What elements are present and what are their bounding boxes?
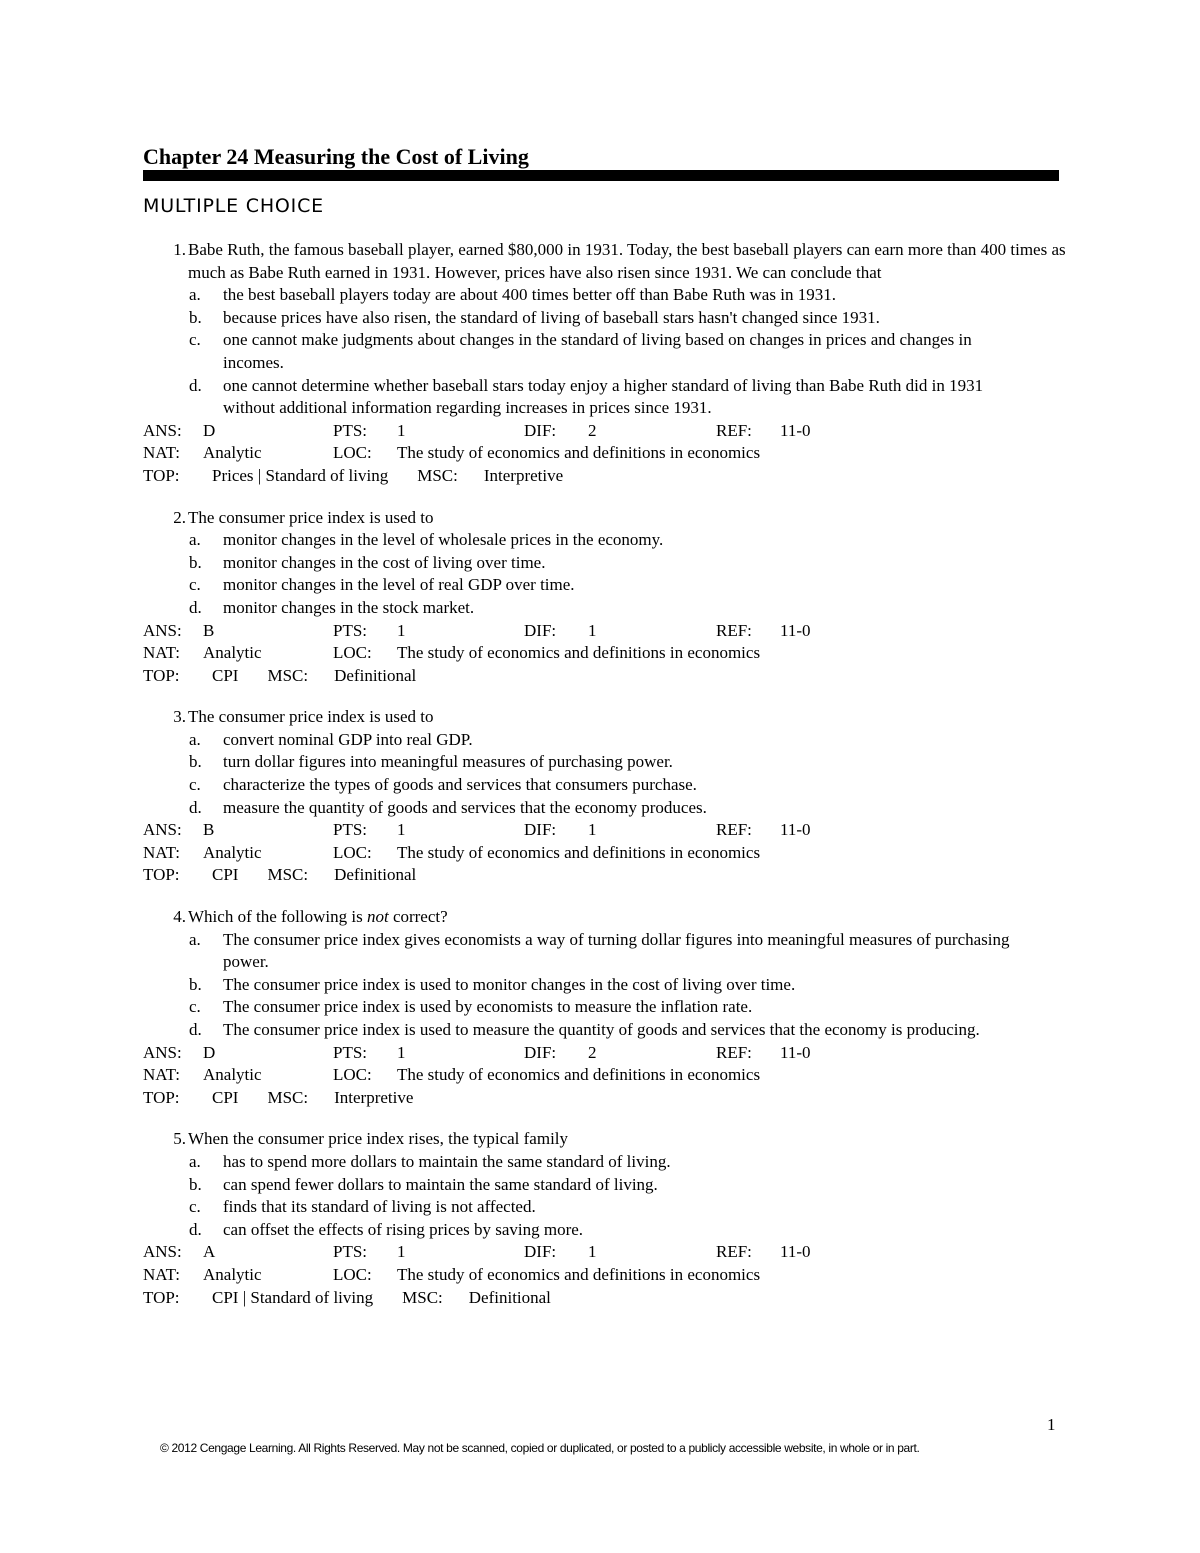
msc-label: MSC:: [417, 465, 458, 485]
dif-value: 2: [588, 1042, 597, 1062]
ref-label: REF:: [716, 1042, 752, 1062]
question-stem: [187, 1128, 1073, 1151]
choice-text: monitor changes in the level of wholesale prices in the economy.: [223, 530, 664, 550]
loc-value: The study of economics and definitions in economics: [397, 643, 761, 663]
choice-text: can offset the effects of rising prices by saving more.: [223, 1219, 584, 1239]
question-stem-text-end: correct?: [388, 907, 448, 927]
top-label: TOP:: [143, 1087, 180, 1107]
ans-value: B: [203, 820, 215, 840]
choice-text: convert nominal GDP into real GDP.: [223, 729, 473, 749]
answer-choice: [143, 774, 1073, 797]
dif-label: DIF:: [524, 420, 557, 440]
choice-text: The consumer price index is used by economists to measure the inflation rate.: [223, 997, 753, 1017]
choice-letter: a.: [189, 530, 201, 550]
question-list: [143, 239, 1073, 1328]
nat-label: NAT:: [143, 1264, 180, 1284]
loc-label: LOC:: [333, 643, 372, 663]
choice-letter: d.: [189, 1020, 202, 1039]
question-item: [143, 706, 1073, 887]
dif-label: DIF:: [524, 1042, 557, 1062]
loc-value: The study of economics and definitions in economics: [397, 1264, 761, 1284]
question-stem: [187, 239, 1073, 284]
page-number: 1: [1047, 1415, 1056, 1434]
answer-choice: [143, 1019, 1073, 1042]
question-stem-text: Babe Ruth, the famous baseball player, earned $80,000 in 1931. Today, the best baseball players can earn more than 400 times as much as Babe Ruth earned in 1931. However, prices have also risen since 1931. We can conclude that: [188, 240, 1066, 282]
ref-value: 11-0: [780, 1042, 811, 1062]
topic-meta-row: [143, 465, 1073, 488]
pts-value: 1: [397, 820, 406, 840]
choice-letter: d.: [189, 375, 202, 395]
question-stem-text: When the consumer price index rises, the typical family: [188, 1129, 569, 1149]
copyright-footer: © 2012 Cengage Learning. All Rights Reserved. May not be scanned, copied or duplicated, or posted to a publicly accessible website, in whole or in part.: [160, 1441, 920, 1455]
standards-meta-row: [143, 1264, 1073, 1287]
answer-choice: [143, 929, 1073, 974]
ref-label: REF:: [716, 1242, 752, 1262]
nat-label: NAT:: [143, 443, 180, 463]
choice-letter: d.: [189, 597, 202, 617]
loc-label: LOC:: [333, 842, 372, 862]
pts-label: PTS:: [333, 420, 368, 440]
ans-value: D: [203, 420, 216, 440]
pts-label: PTS:: [333, 820, 368, 840]
choice-text: can spend fewer dollars to maintain the same standard of living.: [223, 1174, 658, 1194]
loc-value: The study of economics and definitions in economics: [397, 443, 761, 463]
ref-value: 11-0: [780, 620, 811, 640]
answer-meta-row: [143, 1042, 1073, 1065]
msc-label: MSC:: [402, 1287, 443, 1307]
msc-value: Definitional: [334, 665, 417, 685]
nat-value: Analytic: [203, 643, 262, 663]
dif-value: 1: [588, 620, 597, 640]
answer-choice: [143, 329, 1073, 374]
topic-meta-row: [143, 665, 1073, 688]
top-value: CPI | Standard of living: [212, 1287, 374, 1307]
topic-meta-row: [143, 864, 1073, 887]
top-value: CPI: [212, 1087, 239, 1107]
choice-letter: c.: [189, 575, 201, 595]
nat-value: Analytic: [203, 1264, 262, 1284]
question-stem-text: The consumer price index is used to: [188, 707, 434, 727]
ans-label: ANS:: [143, 1242, 182, 1262]
question-item: [143, 906, 1073, 1109]
answer-choice: [143, 797, 1073, 820]
question-number: 3.: [173, 707, 186, 727]
ref-label: REF:: [716, 820, 752, 840]
pts-label: PTS:: [333, 1242, 368, 1262]
msc-label: MSC:: [267, 1087, 309, 1107]
choice-text: monitor changes in the level of real GDP over time.: [223, 575, 575, 595]
choice-letter: c.: [189, 330, 201, 350]
topic-meta-row: [143, 1287, 1073, 1310]
standards-meta-row: [143, 842, 1073, 865]
top-label: TOP:: [143, 865, 180, 885]
nat-label: NAT:: [143, 643, 180, 663]
standards-meta-row: [143, 642, 1073, 665]
top-label: TOP:: [143, 465, 180, 485]
choice-letter: b.: [189, 752, 202, 772]
question-stem-text: The consumer price index is used to: [188, 507, 434, 527]
answer-choice: [143, 751, 1073, 774]
choice-text: The consumer price index gives economists a way of turning dollar figures into meaningful measures of purchasing power.: [223, 929, 1010, 972]
choice-text: the best baseball players today are about 400 times better off than Babe Ruth was in 1931.: [223, 285, 836, 305]
ans-value: A: [203, 1242, 216, 1262]
dif-value: 1: [588, 1242, 597, 1262]
msc-value: Definitional: [468, 1287, 551, 1307]
choice-text: because prices have also risen, the standard of living of baseball stars hasn't changed since 1931.: [223, 307, 880, 327]
question-number: 2.: [173, 507, 186, 527]
answer-meta-row: [143, 1241, 1073, 1264]
ans-label: ANS:: [143, 1042, 182, 1062]
ref-value: 11-0: [780, 420, 811, 440]
choice-text: one cannot determine whether baseball stars today enjoy a higher standard of living than Babe Ruth did in 1931 without additional information regarding increases in prices since 1931.: [223, 375, 984, 418]
ans-value: D: [203, 1042, 216, 1062]
choice-letter: b.: [189, 552, 202, 572]
answer-choice: [143, 996, 1073, 1019]
answer-choice: [143, 307, 1073, 330]
top-value: CPI: [212, 865, 239, 885]
answer-meta-row: [143, 420, 1073, 443]
question-item: [143, 507, 1073, 688]
question-number: 4.: [173, 907, 186, 927]
answer-choice: [143, 574, 1073, 597]
answer-choice: [143, 529, 1073, 552]
answer-choice: [143, 284, 1073, 307]
dif-value: 1: [588, 820, 597, 840]
choice-letter: c.: [189, 997, 201, 1017]
answer-choice: [143, 1219, 1073, 1242]
dif-value: 2: [588, 420, 597, 440]
choice-text: one cannot make judgments about changes in the standard of living based on changes in prices and changes in incomes.: [223, 330, 972, 372]
pts-value: 1: [397, 420, 406, 440]
choice-letter: a.: [189, 729, 201, 749]
question-stem-text: Which of the following is: [188, 907, 367, 927]
loc-label: LOC:: [333, 1264, 372, 1284]
pts-label: PTS:: [333, 620, 368, 640]
choice-letter: d.: [189, 1219, 202, 1239]
ref-value: 11-0: [780, 1242, 811, 1262]
loc-label: LOC:: [333, 1065, 372, 1085]
choice-text: measure the quantity of goods and services that the economy produces.: [223, 797, 707, 817]
choice-text: has to spend more dollars to maintain the same standard of living.: [223, 1151, 671, 1171]
question-stem-row: [143, 507, 1073, 530]
ans-value: B: [203, 620, 215, 640]
top-label: TOP:: [143, 1287, 180, 1307]
loc-value: The study of economics and definitions in economics: [397, 1065, 761, 1085]
answer-choice: [143, 974, 1073, 997]
msc-label: MSC:: [267, 865, 309, 885]
answer-choice: [143, 729, 1073, 752]
answer-choice: [143, 1196, 1073, 1219]
chapter-title: Chapter 24 Measuring the Cost of Living: [143, 144, 529, 169]
choice-letter: c.: [189, 775, 201, 795]
answer-choice: [143, 1151, 1073, 1174]
nat-label: NAT:: [143, 842, 180, 862]
question-stem-emphasis: not: [366, 907, 389, 927]
choice-letter: c.: [189, 1197, 201, 1217]
msc-value: Interpretive: [483, 465, 564, 485]
question-stem-row: [143, 706, 1073, 729]
msc-label: MSC:: [267, 665, 309, 685]
choice-letter: b.: [189, 1174, 202, 1194]
choice-text: The consumer price index is used to measure the quantity of goods and services that the economy is producing.: [223, 1020, 980, 1039]
nat-label: NAT:: [143, 1065, 180, 1085]
choice-letter: a.: [189, 929, 201, 949]
msc-value: Definitional: [334, 865, 417, 885]
standards-meta-row: [143, 1064, 1073, 1087]
choice-letter: a.: [189, 1151, 201, 1171]
choice-text: monitor changes in the cost of living over time.: [223, 552, 546, 572]
loc-value: The study of economics and definitions in economics: [397, 842, 761, 862]
nat-value: Analytic: [203, 443, 262, 463]
ans-label: ANS:: [143, 820, 182, 840]
standards-meta-row: [143, 442, 1073, 465]
ref-value: 11-0: [780, 820, 811, 840]
question-stem-row: [143, 906, 1073, 929]
answer-choice: [143, 375, 1073, 420]
top-value: Prices | Standard of living: [212, 465, 389, 485]
choice-letter: d.: [189, 797, 202, 817]
question-stem: [187, 906, 1073, 929]
choice-text: monitor changes in the stock market.: [223, 597, 475, 617]
loc-label: LOC:: [333, 443, 372, 463]
question-stem: [187, 507, 1073, 530]
ans-label: ANS:: [143, 620, 182, 640]
pts-value: 1: [397, 1042, 406, 1062]
ans-label: ANS:: [143, 420, 182, 440]
question-number: 1.: [173, 240, 186, 259]
pts-value: 1: [397, 1242, 406, 1262]
topic-meta-row: [143, 1087, 1073, 1110]
question-stem-row: [143, 1128, 1073, 1151]
pts-label: PTS:: [333, 1042, 368, 1062]
msc-value: Interpretive: [334, 1087, 414, 1107]
title-rule: [143, 170, 1059, 181]
answer-meta-row: [143, 819, 1073, 842]
choice-letter: b.: [189, 307, 202, 327]
ref-label: REF:: [716, 620, 752, 640]
top-label: TOP:: [143, 665, 180, 685]
dif-label: DIF:: [524, 1242, 557, 1262]
nat-value: Analytic: [203, 842, 262, 862]
choice-text: turn dollar figures into meaningful measures of purchasing power.: [223, 752, 673, 772]
question-item: [143, 1128, 1073, 1309]
question-stem: [187, 706, 1073, 729]
dif-label: DIF:: [524, 620, 557, 640]
ref-label: REF:: [716, 420, 752, 440]
question-number: 5.: [173, 1129, 186, 1149]
nat-value: Analytic: [203, 1065, 262, 1085]
choice-letter: b.: [189, 974, 202, 994]
answer-meta-row: [143, 620, 1073, 643]
section-heading: MULTIPLE CHOICE: [143, 195, 324, 217]
question-stem-row: [143, 239, 1073, 284]
choice-text: The consumer price index is used to monitor changes in the cost of living over time.: [223, 974, 796, 994]
dif-label: DIF:: [524, 820, 557, 840]
choice-letter: a.: [189, 285, 201, 305]
pts-value: 1: [397, 620, 406, 640]
answer-choice: [143, 552, 1073, 575]
answer-choice: [143, 597, 1073, 620]
top-value: CPI: [212, 665, 239, 685]
choice-text: characterize the types of goods and services that consumers purchase.: [223, 775, 697, 795]
answer-choice: [143, 1174, 1073, 1197]
question-item: [143, 239, 1073, 488]
choice-text: finds that its standard of living is not affected.: [223, 1197, 536, 1217]
